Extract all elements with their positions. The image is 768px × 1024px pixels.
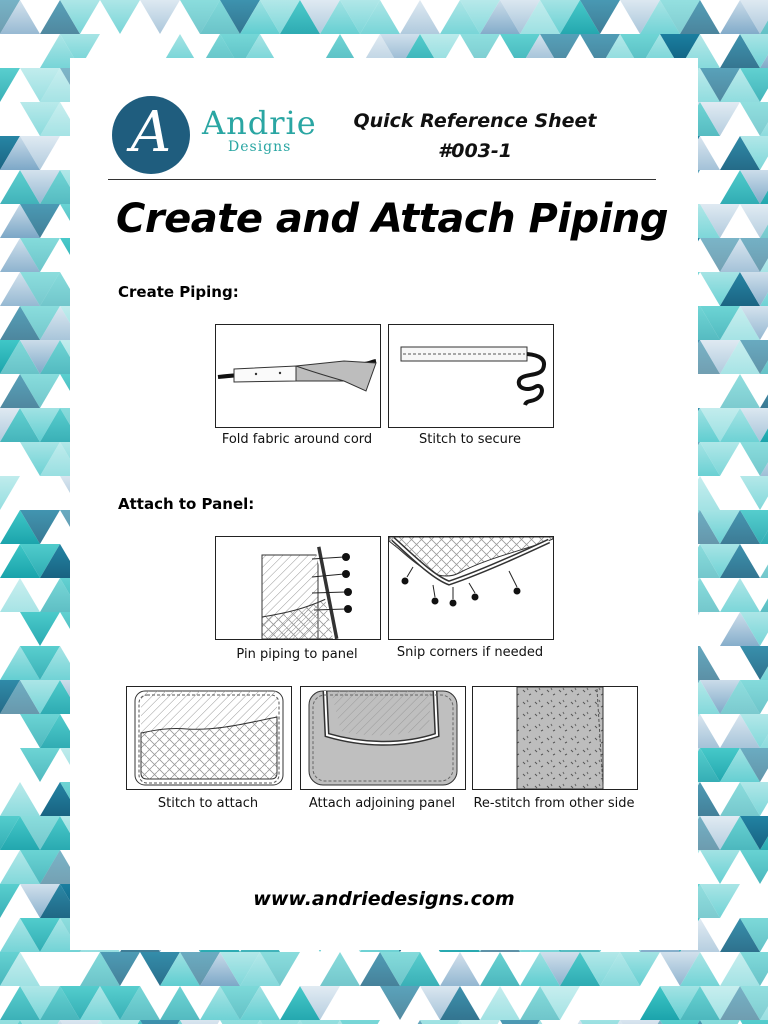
border-triangle bbox=[20, 748, 60, 782]
border-triangle bbox=[420, 1020, 460, 1024]
caption-fold: Fold fabric around cord bbox=[221, 432, 373, 447]
border-triangle bbox=[180, 1020, 220, 1024]
border-triangle bbox=[480, 986, 520, 1020]
border-triangle bbox=[260, 1020, 300, 1024]
border-triangle bbox=[0, 782, 40, 816]
logo-badge bbox=[112, 96, 190, 174]
border-triangle bbox=[440, 952, 480, 986]
pin-piping-illustration bbox=[215, 536, 381, 640]
border-triangle bbox=[60, 1020, 100, 1024]
page-title: Create and Attach Piping bbox=[116, 196, 669, 242]
caption-snip: Snip corners if needed bbox=[396, 645, 544, 660]
caption-stitch-secure: Stitch to secure bbox=[419, 432, 521, 447]
border-triangle bbox=[700, 1020, 740, 1024]
border-triangle bbox=[0, 476, 20, 510]
border-triangle bbox=[220, 1020, 260, 1024]
border-triangle bbox=[580, 1020, 620, 1024]
snip-corners-illustration bbox=[388, 536, 554, 640]
border-triangle bbox=[300, 1020, 340, 1024]
border-triangle bbox=[740, 1020, 768, 1024]
stitch-attach-illustration bbox=[126, 686, 292, 790]
brand-subtitle: Designs bbox=[228, 139, 292, 155]
border-triangle bbox=[100, 0, 140, 34]
border-triangle bbox=[320, 952, 360, 986]
adjoining-panel-illustration bbox=[300, 686, 466, 790]
border-triangle bbox=[460, 1020, 500, 1024]
section-heading-create: Create Piping: bbox=[118, 283, 239, 301]
border-triangle bbox=[100, 1020, 140, 1024]
logo-letter: A bbox=[130, 100, 172, 165]
border-triangle bbox=[660, 1020, 700, 1024]
border-triangle bbox=[500, 1020, 540, 1024]
caption-restitch: Re-stitch from other side bbox=[473, 796, 635, 811]
border-triangle bbox=[0, 578, 40, 612]
border-triangle bbox=[480, 952, 520, 986]
border-triangle bbox=[20, 1020, 60, 1024]
brand-name: Andrie bbox=[202, 104, 317, 142]
border-triangle bbox=[760, 544, 768, 578]
border-triangle bbox=[0, 68, 20, 102]
border-triangle bbox=[720, 578, 760, 612]
border-triangle bbox=[720, 374, 760, 408]
border-triangle bbox=[340, 1020, 380, 1024]
header-divider bbox=[108, 179, 656, 180]
border-triangle bbox=[620, 1020, 660, 1024]
border-triangle bbox=[400, 0, 440, 34]
reference-sheet-title: Quick Reference Sheet bbox=[353, 110, 597, 132]
fold-fabric-illustration bbox=[215, 324, 381, 428]
border-triangle bbox=[380, 986, 420, 1020]
stitch-secure-illustration bbox=[388, 324, 554, 428]
restitch-illustration bbox=[472, 686, 638, 790]
border-triangle bbox=[740, 850, 768, 884]
reference-sheet-number: #003-1 bbox=[438, 140, 512, 162]
border-triangle bbox=[0, 1020, 20, 1024]
section-heading-attach: Attach to Panel: bbox=[118, 495, 255, 513]
border-triangle bbox=[140, 1020, 180, 1024]
caption-pin: Pin piping to panel bbox=[236, 647, 358, 662]
border-triangle bbox=[760, 578, 768, 612]
website-link[interactable]: www.andriedesigns.com bbox=[253, 888, 515, 910]
border-triangle bbox=[740, 476, 768, 510]
caption-adjoining: Attach adjoining panel bbox=[308, 796, 456, 811]
border-triangle bbox=[20, 612, 60, 646]
border-triangle bbox=[140, 0, 180, 34]
caption-stitch-attach: Stitch to attach bbox=[157, 796, 259, 811]
border-triangle bbox=[700, 850, 740, 884]
border-triangle bbox=[160, 986, 200, 1020]
border-triangle bbox=[760, 374, 768, 408]
